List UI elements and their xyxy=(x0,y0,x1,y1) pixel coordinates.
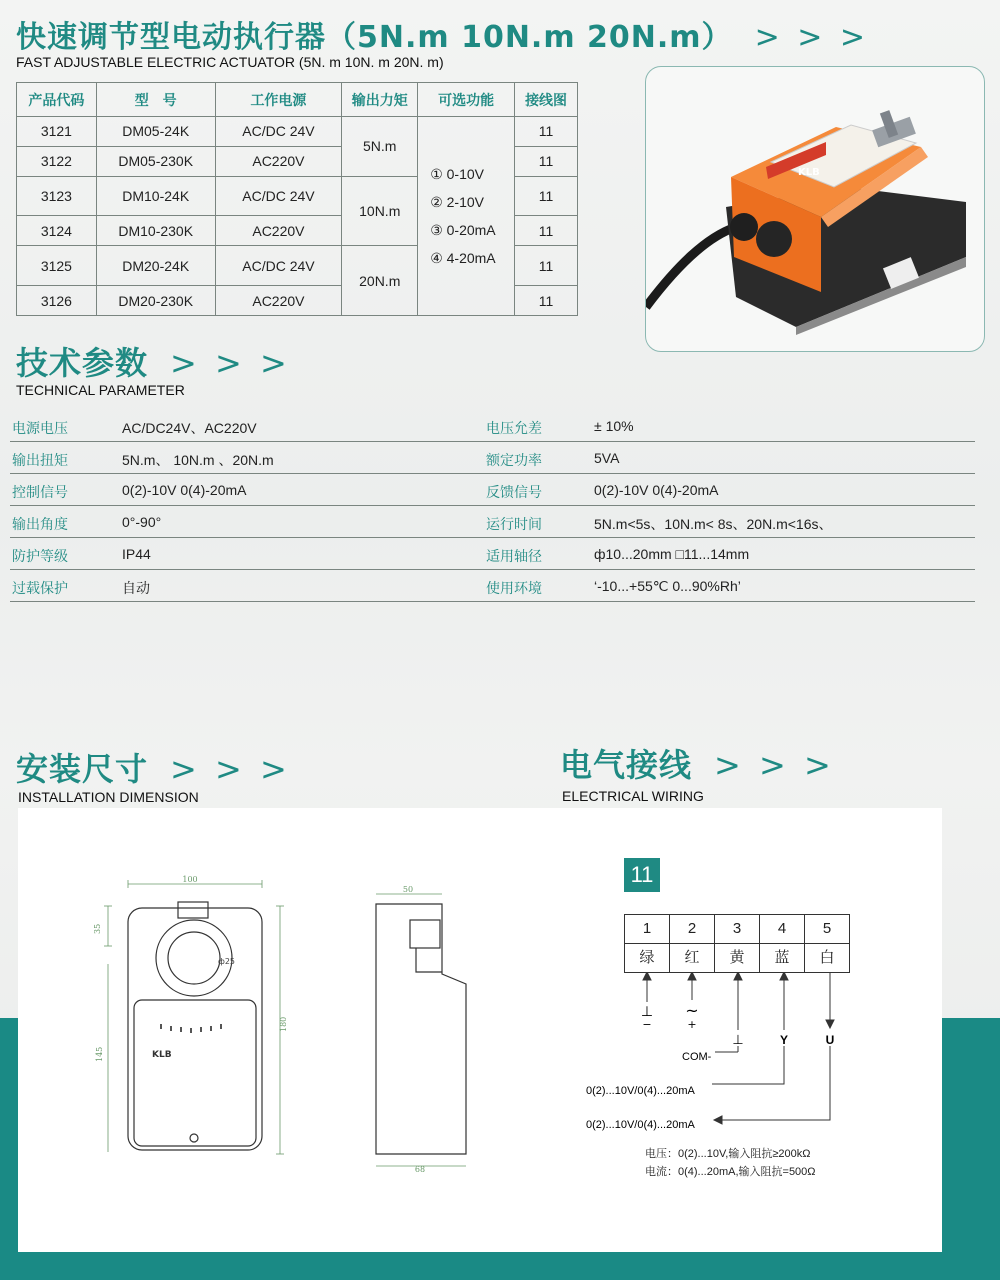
product-table xyxy=(16,82,578,316)
cell-options xyxy=(418,117,515,316)
cell-code: 3124 xyxy=(17,216,97,246)
cell-model: DM20-230K xyxy=(96,286,215,316)
param-row xyxy=(10,506,975,538)
ac-icon: ~ xyxy=(685,1001,699,1020)
option-item: ④ 4-20mA xyxy=(430,250,496,266)
tech-title xyxy=(16,338,291,384)
voltage-note: 电压：0(2)...10V,输入阻抗≥200kΩ xyxy=(645,1148,811,1160)
cell-wiring: 11 xyxy=(515,146,578,176)
terminal-number: 4 xyxy=(759,914,805,944)
param-row xyxy=(10,442,975,474)
option-item: ① 0-10V xyxy=(430,166,484,182)
dim-side-top: 50 xyxy=(402,885,414,894)
tech-subtitle: TECHNICAL PARAMETER xyxy=(16,382,185,398)
wiring-lines xyxy=(580,972,860,1132)
table-row xyxy=(17,117,578,147)
terminal-color: 绿 xyxy=(624,943,670,973)
param-label: 适用轴径 xyxy=(486,549,542,565)
terminal-number: 1 xyxy=(624,914,670,944)
param-label: 额定功率 xyxy=(486,453,542,469)
terminal-color: 红 xyxy=(669,943,715,973)
param-row xyxy=(10,474,975,506)
wiring-title xyxy=(560,740,835,786)
param-label: 输出角度 xyxy=(12,517,68,533)
table-header-row xyxy=(17,83,578,117)
param-label: 使用环境 xyxy=(486,581,542,597)
cell-model: DM05-230K xyxy=(96,146,215,176)
param-label: 电压允差 xyxy=(486,421,542,437)
header-torque: 输出力矩 xyxy=(342,83,418,117)
cell-power: AC220V xyxy=(215,146,342,176)
minus-sign: − xyxy=(642,1018,652,1031)
cell-wiring: 11 xyxy=(515,216,578,246)
terminal-number: 5 xyxy=(804,914,850,944)
side-view-drawing xyxy=(362,884,482,1174)
ground-icon: ⊥ xyxy=(732,1033,744,1048)
install-subtitle: INSTALLATION DIMENSION xyxy=(18,789,199,805)
param-value: 0(2)-10V 0(4)-20mA xyxy=(594,482,719,498)
plus-sign: + xyxy=(687,1018,697,1031)
param-label: 电源电压 xyxy=(12,421,68,437)
com-label: COM- xyxy=(682,1051,712,1063)
terminal-color: 蓝 xyxy=(759,943,805,973)
header-code: 产品代码 xyxy=(17,83,97,117)
dim-side-bottom: 68 xyxy=(414,1165,426,1174)
signal-label: 0(2)...10V/0(4)...20mA xyxy=(586,1119,695,1131)
dim-hole: ф25 xyxy=(218,957,236,966)
page-title-text: 快速调节型电动执行器（5N.m 10N.m 20N.m） xyxy=(16,20,733,55)
cell-wiring: 11 xyxy=(515,286,578,316)
cell-model: DM20-24K xyxy=(96,246,215,286)
dim-top-height: 35 xyxy=(93,923,102,934)
header-wiring: 接线图 xyxy=(515,83,578,117)
param-label: 运行时间 xyxy=(486,517,542,533)
chevron-icon: > > > xyxy=(754,20,870,55)
cell-power: AC220V xyxy=(215,286,342,316)
drawing-logo: KLB xyxy=(152,1050,172,1060)
output-u-label: U xyxy=(825,1033,835,1047)
dim-top-width: 100 xyxy=(182,875,198,884)
chevron-icon: > > > xyxy=(170,344,291,382)
dim-body-height: 180 xyxy=(279,1016,288,1032)
chevron-icon: > > > xyxy=(170,750,291,788)
cell-code: 3122 xyxy=(17,146,97,176)
cell-code: 3125 xyxy=(17,246,97,286)
wiring-diagram-number: 11 xyxy=(624,858,660,892)
option-item: ② 2-10V xyxy=(430,194,484,210)
cell-code: 3123 xyxy=(17,176,97,216)
header-power: 工作电源 xyxy=(215,83,342,117)
tech-title-text: 技术参数 xyxy=(16,344,149,382)
cell-wiring: 11 xyxy=(515,246,578,286)
param-value: 自动 xyxy=(122,580,150,596)
cell-model: DM10-24K xyxy=(96,176,215,216)
wiring-title-text: 电气接线 xyxy=(560,746,693,784)
param-value: ± 10% xyxy=(594,418,634,434)
cell-power: AC/DC 24V xyxy=(215,117,342,147)
cell-code: 3126 xyxy=(17,286,97,316)
cell-power: AC220V xyxy=(215,216,342,246)
cell-code: 3121 xyxy=(17,117,97,147)
param-row xyxy=(10,538,975,570)
param-row xyxy=(10,570,975,602)
param-value: 5N.m、 10N.m 、20N.m xyxy=(122,452,274,468)
current-note: 电流：0(4)...20mA,输入阻抗=500Ω xyxy=(645,1166,816,1178)
cell-wiring: 11 xyxy=(515,117,578,147)
option-item: ③ 0-20mA xyxy=(430,222,496,238)
cell-wiring: 11 xyxy=(515,176,578,216)
output-y-label: Y xyxy=(779,1033,789,1047)
param-value: 0°-90° xyxy=(122,514,162,530)
product-photo-card xyxy=(645,66,985,352)
page-title xyxy=(16,12,869,56)
signal-label: 0(2)...10V/0(4)...20mA xyxy=(586,1085,695,1097)
page-subtitle: FAST ADJUSTABLE ELECTRIC ACTUATOR (5N. m 10N. m 20N. m) xyxy=(16,54,444,70)
ground-icon: ⊥ xyxy=(640,1004,654,1020)
brand-logo: KLB xyxy=(798,167,820,178)
param-value: IP44 xyxy=(122,546,151,562)
cell-power: AC/DC 24V xyxy=(215,246,342,286)
install-title xyxy=(16,744,291,790)
param-label: 反馈信号 xyxy=(486,485,542,501)
param-label: 过载保护 xyxy=(12,581,68,597)
param-value: 5N.m<5s、10N.m< 8s、20N.m<16s、 xyxy=(594,516,833,532)
cell-torque: 20N.m xyxy=(342,246,418,316)
param-row xyxy=(10,410,975,442)
terminal-color: 白 xyxy=(804,943,850,973)
cell-torque: 5N.m xyxy=(342,117,418,177)
param-label: 防护等级 xyxy=(12,549,68,565)
param-value: ф10...20mm □11...14mm xyxy=(594,546,750,562)
terminal-number: 3 xyxy=(714,914,760,944)
cell-torque: 10N.m xyxy=(342,176,418,246)
param-value: AC/DC24V、AC220V xyxy=(122,420,257,436)
terminal-number: 2 xyxy=(669,914,715,944)
wiring-subtitle: ELECTRICAL WIRING xyxy=(562,788,704,804)
install-title-text: 安装尺寸 xyxy=(16,750,149,788)
cell-model: DM05-24K xyxy=(96,117,215,147)
dim-lower-height: 145 xyxy=(95,1046,104,1062)
param-label: 控制信号 xyxy=(12,485,68,501)
front-view-drawing xyxy=(90,872,300,1162)
param-value: 0(2)-10V 0(4)-20mA xyxy=(122,482,247,498)
header-model: 型 号 xyxy=(96,83,215,117)
parameter-list xyxy=(10,410,975,602)
chevron-icon: > > > xyxy=(714,746,835,784)
cell-power: AC/DC 24V xyxy=(215,176,342,216)
terminal-color: 黄 xyxy=(714,943,760,973)
header-options: 可选功能 xyxy=(418,83,515,117)
cell-model: DM10-230K xyxy=(96,216,215,246)
actuator-illustration xyxy=(646,67,985,352)
param-label: 输出扭矩 xyxy=(12,453,68,469)
param-value: 5VA xyxy=(594,450,620,466)
param-value: ‘-10...+55℃ 0...90%Rh’ xyxy=(594,578,741,594)
